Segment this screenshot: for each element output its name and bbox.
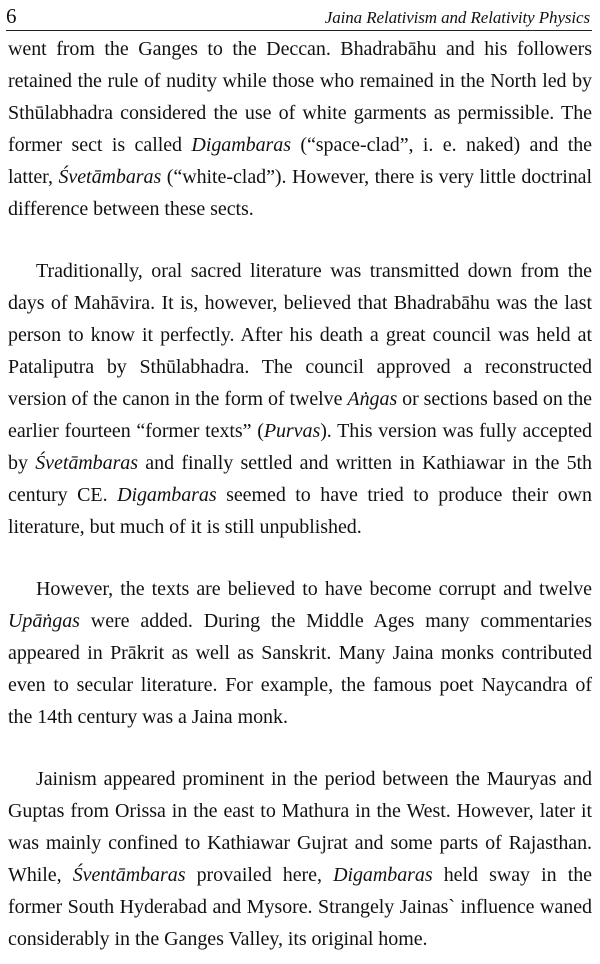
italic-term: Digambaras bbox=[333, 864, 433, 886]
italic-term: Śvetāmbaras bbox=[58, 166, 162, 188]
paragraph-4 bbox=[8, 763, 592, 955]
text-segment: were added. During the Middle Ages many commentaries appeared in Prākrit as well as Sanskrit. Many Jaina monks contributed even to secular literature. For example, the famous poet Naycandra of the 14th century was a Jaina monk. bbox=[8, 610, 592, 728]
header-rule bbox=[6, 30, 592, 31]
italic-term: Śventāmbaras bbox=[72, 864, 186, 886]
italic-term: Digambaras bbox=[191, 134, 291, 156]
text-segment: (“space-clad”, i. e. naked) and the latter, bbox=[8, 134, 592, 188]
text-segment: went from the Ganges to the Deccan. Bhadrabāhu and his followers retained the rule of nudity while those who remained in the North led by Sthūlabhadra considered the use of white garments as permissible. The former sect is called bbox=[8, 38, 592, 156]
running-title: Jaina Relativism and Relativity Physics bbox=[324, 8, 590, 27]
paragraph-1 bbox=[8, 33, 592, 225]
text-segment: ). This version was fully accepted by bbox=[8, 420, 592, 474]
body-text bbox=[8, 33, 592, 955]
text-segment: seemed to have tried to produce their own literature, but much of it is still unpublished. bbox=[8, 484, 592, 538]
paragraph-2 bbox=[8, 255, 592, 543]
text-segment: Traditionally, oral sacred literature was transmitted down from the days of Mahāvira. It is, however, believed that Bhadrabāhu was the last person to know it perfectly. After his death a great council was held at Pataliputra by Sthūlabhadra. The council approved a reconstructed version of the canon in the form of twelve bbox=[8, 260, 592, 410]
text-segment: (“white-clad”). However, there is very little doctrinal difference between these sects. bbox=[8, 166, 592, 220]
italic-term: Upāṅgas bbox=[8, 610, 80, 632]
italic-term: Śvetāmbaras bbox=[35, 452, 138, 474]
running-header bbox=[6, 4, 590, 28]
text-segment: and finally settled and written in Kathiawar in the 5th century CE. bbox=[8, 452, 592, 506]
italic-term: Aṅgas bbox=[347, 388, 398, 410]
text-segment: However, the texts are believed to have become corrupt and twelve bbox=[36, 578, 592, 600]
text-segment: held sway in the former South Hyderabad and Mysore. Strangely Jainas` influence waned considerably in the Ganges Valley, its original home. bbox=[8, 864, 592, 950]
paragraph-3 bbox=[8, 573, 592, 733]
text-segment: Jainism appeared prominent in the period between the Mauryas and Guptas from Orissa in the east to Mathura in the West. However, later it was mainly confined to Kathiawar Gujrat and some parts of Rajasthan. While, bbox=[8, 768, 592, 886]
italic-term: Digambaras bbox=[117, 484, 217, 506]
page-number: 6 bbox=[6, 4, 17, 28]
text-segment: provailed here, bbox=[185, 864, 334, 886]
italic-term: Purvas bbox=[263, 420, 321, 442]
text-segment: or sections based on the earlier fourteen “former texts” ( bbox=[8, 388, 593, 442]
